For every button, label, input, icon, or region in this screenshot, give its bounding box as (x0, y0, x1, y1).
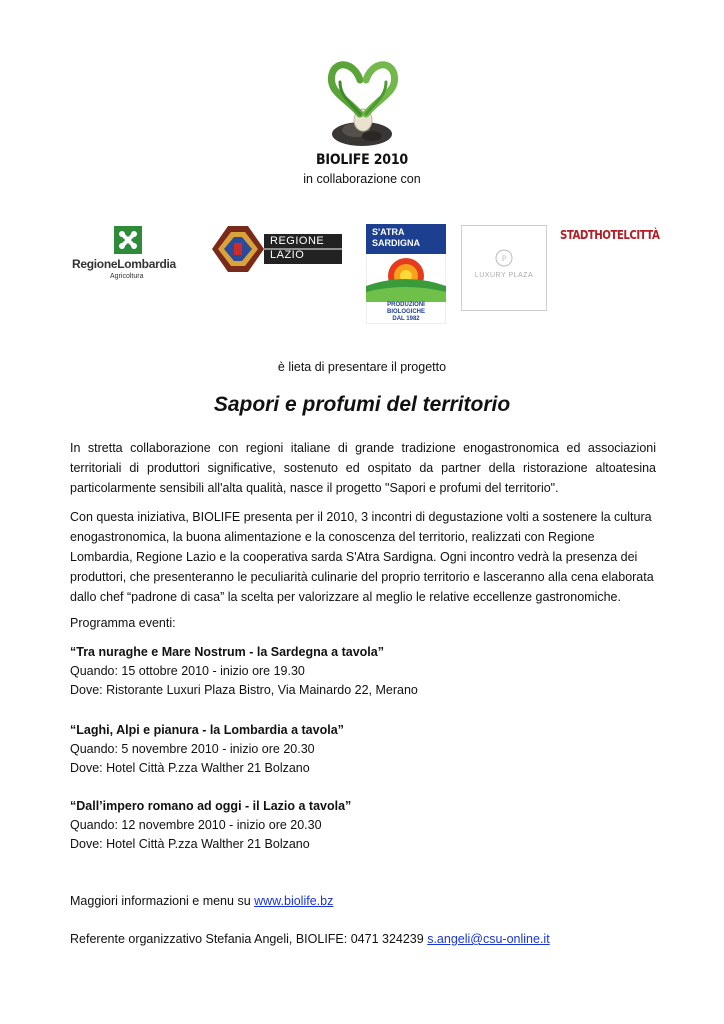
intro-text: è lieta di presentare il progetto (277, 360, 447, 374)
lombardia-subtitle: Agricoltura (110, 273, 144, 280)
sardegna-footer3: DAL 1982 (392, 316, 420, 322)
luxury-plaza-logo (461, 225, 547, 311)
biolife-website-link[interactable]: www.biolife.bz (254, 894, 334, 908)
event-where: Dove: Ristorante Luxuri Plaza Bistro, Via Mainardo 22, Merano (70, 683, 418, 697)
contact-line (70, 932, 550, 946)
contact-email-link[interactable]: s.angeli@csu-online.it (427, 932, 550, 946)
sardegna-line1: S'ATRA (372, 227, 405, 237)
event-when: Quando: 12 novembre 2010 - inizio ore 20.30 (70, 818, 322, 832)
lombardia-name: RegioneLombardia (72, 257, 176, 271)
info-text: Maggiori informazioni e menu su (70, 894, 255, 908)
luxury-plaza-name: LUXURY PLAZA (474, 272, 534, 279)
sardegna-footer1: PRODUZIONI (387, 302, 425, 308)
event-2 (70, 721, 656, 778)
event-where: Dove: Hotel Città P.zza Walther 21 Bolzano (70, 761, 310, 775)
regione-lazio-logo (208, 224, 344, 274)
event-when: Quando: 15 ottobre 2010 - inizio ore 19.30 (70, 664, 305, 678)
program-label: Programma eventi: (70, 616, 176, 630)
regione-lombardia-logo (70, 224, 186, 286)
event-title: “Dall’impero romano ad oggi - il Lazio a tavola” (70, 799, 352, 813)
event-1 (70, 643, 656, 700)
event-when: Quando: 5 novembre 2010 - inizio ore 20.30 (70, 742, 315, 756)
event-3 (70, 797, 656, 854)
heart-plant-icon (310, 52, 414, 148)
paragraph-1: In stretta collaborazione con regioni italiane di grande tradizione enogastronomica ed associazioni territoriali di produttori significative, sostenuto ed ospitato da partner della ristorazione altoatesina particolarmente sensibili all'alta qualità, nasce il progetto "Sapori e profumi del territorio". (70, 441, 656, 495)
sardegna-line2: SARDIGNA (372, 238, 421, 248)
lazio-name-line1: REGIONE (270, 235, 325, 247)
satra-sardigna-logo (366, 224, 446, 324)
event-where: Dove: Hotel Città P.zza Walther 21 Bolzano (70, 837, 310, 851)
paragraph-2: Con questa iniziativa, BIOLIFE presenta per il 2010, 3 incontri di degustazione volti a sostenere la cultura enogastronomica, la buona alimentazione e la conoscenza del territorio, realizzati con Regione Lombardia, Regione Lazio e la cooperativa sarda S'Atra Sardigna. Ogni incontro vedrà la presenza dei produttori, che presenteranno le peculiarità culinarie del proprio territorio e lasceranno alla cena elaborata dallo chef “padrone di casa” la scelta per valorizzare al meglio le relative eccellenze gastronomiche. (70, 510, 654, 604)
stadthotel-name: STADTHOTELCITTÀ (560, 228, 660, 242)
project-title: Sapori e profumi del territorio (213, 393, 511, 416)
lazio-name-line2: LAZIO (270, 249, 305, 261)
contact-text: Referente organizzativo Stefania Angeli, BIOLIFE: 0471 324239 (70, 932, 428, 946)
sardegna-footer2: BIOLOGICHE (386, 309, 425, 315)
stadthotel-citta-logo (560, 228, 658, 248)
svg-text:P: P (501, 254, 507, 263)
collaboration-text: in collaborazione con (303, 172, 421, 186)
biolife-heart-plant-logo (310, 52, 414, 148)
info-line (70, 894, 333, 908)
event-title: “Tra nuraghe e Mare Nostrum - la Sardegna a tavola” (70, 645, 384, 659)
brand-title: BIOLIFE 2010 (316, 152, 408, 168)
event-title: “Laghi, Alpi e pianura - la Lombardia a tavola” (70, 723, 344, 737)
